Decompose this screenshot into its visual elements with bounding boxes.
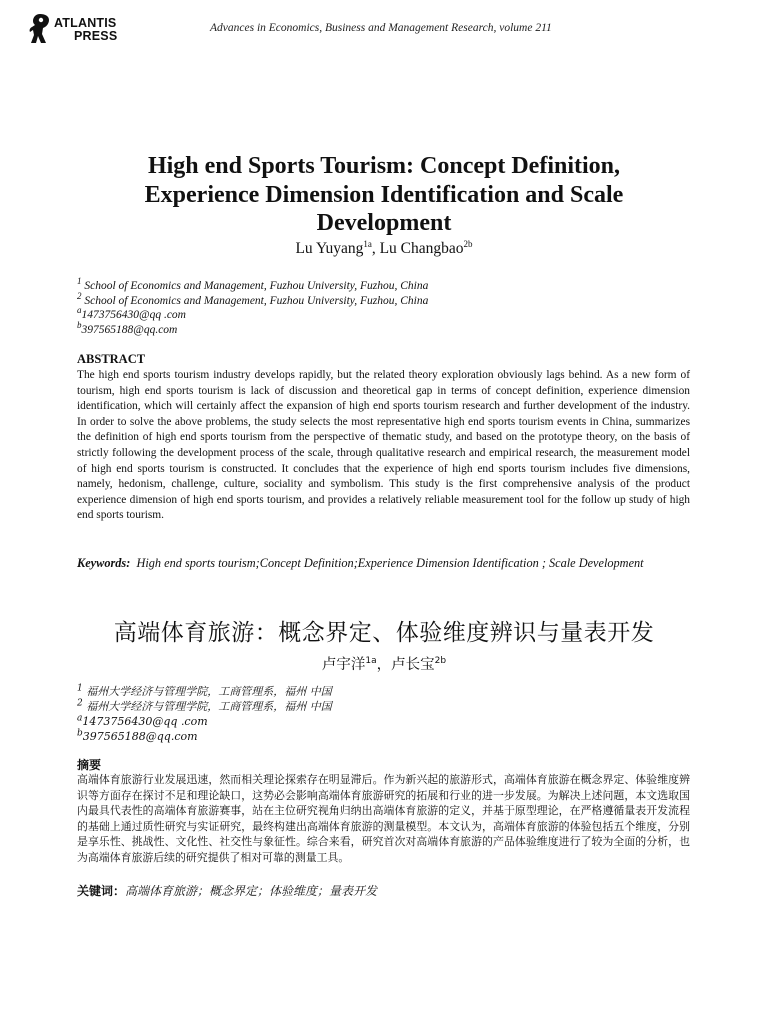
affiliation-text: School of Economics and Management, Fuzhou University, Fuzhou, China: [84, 294, 429, 307]
email-mark: b: [77, 728, 83, 739]
author-name: 卢长宝: [391, 657, 435, 673]
affiliation-line: [77, 684, 332, 699]
email-mark: a: [77, 713, 83, 724]
affiliation-line: [77, 290, 429, 309]
email-text: 1473756430@qq .com: [81, 309, 186, 321]
author-line: [0, 240, 768, 258]
chinese-abstract-body: 高端体育旅游行业发展迅速，然而相关理论探索存在明显滞后。作为新兴起的旅游形式，高端体育旅游在概念界定、体验维度辨识等方面存在探讨不足和理论缺口，这势必会影响高端体育旅游研究的拓展和行业的进一步发展。为解决上述问题，本文选取国内最具代表性的高端体育旅游赛事，站在主位研究视角归纳出高端体育旅游的定义，并基于原型理论，在严格遵循量表开发流程的基础上通过质性研究与实证研究，最终构建出高端体育旅游的测量模型。本文认为，高端体育旅游的体验包括五个维度，分别是享乐性、挑战性、文化性、社交性与象征性。综合来看，研究首次对高端体育旅游的产品体验维度进行了较为全面的分析，也为高端体育旅游后续的研究提供了相对可靠的测量工具。: [77, 773, 690, 864]
atlantis-logo-icon: [27, 13, 53, 45]
author-separator: ,: [371, 240, 380, 257]
affiliation-mark: 2: [77, 698, 83, 709]
affiliation-text: School of Economics and Management, Fuzhou University, Fuzhou, China: [84, 280, 429, 292]
email-mark: b: [77, 319, 82, 330]
paper-title: High end Sports Tourism: Concept Definition, Experience Dimension Identification and Scale Development: [144, 153, 624, 236]
email-text: 1473756430@qq .com: [82, 715, 208, 728]
abstract-heading: ABSTRACT: [77, 352, 146, 366]
affiliation-text: 福州大学经济与管理学院，工商管理系，福州 中国: [86, 685, 332, 698]
author-name: Lu Yuyang: [295, 240, 364, 257]
affiliations: [77, 276, 429, 337]
affiliation-text: 福州大学经济与管理学院，工商管理系，福州 中国: [86, 700, 332, 713]
affiliation-mark: 1: [77, 683, 83, 694]
publisher-subname: PRESS: [74, 29, 118, 43]
email-line: [77, 319, 428, 338]
author-name: 卢宇洋: [321, 657, 366, 673]
author-separator: ，: [376, 657, 392, 673]
publisher-logo: [27, 13, 127, 47]
chinese-author-line: [0, 653, 768, 674]
chinese-title: 高端体育旅游：概念界定、体验维度辨识与量表开发: [113, 620, 655, 646]
email-text: 397565188@qq.com: [81, 323, 178, 336]
abstract-body: The high end sports tourism industry develops rapidly, but the related theory exploration obviously lags behind. As a new form of tourism, high end sports tourism is lack of discussion and theoretical gap in terms of concept definition, experience dimension identification, which will certainly affect the expansion of high end sports tourism research and further development of the industry. In order to solve the above problems, the study selects the most representative high end sports tourism events in China, summarizes the definition of high end sports tourism from the perspective of thematic study, and based on the prototype theory, on the basis of strictly following the development process of the scale, through qualitative research and empirical research, the measurement model of high end sports tourism is constructed. It concludes that the experience of high end sports tourism includes five dimensions, namely, hedonism, challenge, culture, sociality and symbolism. This study is the first comprehensive analysis of the product experience dimension of high end sports tourism, and provides a relatively reliable measurement tool for the follow up study of high end sports tourism.: [77, 369, 690, 522]
author-superscript: 1a: [363, 238, 372, 249]
affiliation-mark: 2: [77, 290, 82, 301]
email-line: [77, 714, 332, 729]
author-superscript: 2b: [463, 238, 473, 249]
keywords-text: High end sports tourism;Concept Definition;Experience Dimension Identification ; Scale Development: [136, 556, 644, 570]
keywords-text: 高端体育旅游；概念界定；体验维度；量表开发: [125, 884, 378, 898]
author-name: Lu Changbao: [379, 240, 464, 257]
chinese-affiliations: [77, 684, 332, 744]
keywords-label: Keywords:: [77, 556, 131, 570]
email-line: [77, 305, 428, 323]
author-superscript: 2b: [434, 656, 447, 667]
journal-header: Advances in Economics, Business and Management Research, volume 211: [210, 22, 552, 34]
chinese-abstract-heading: 摘要: [77, 758, 102, 772]
affiliation-line: [77, 699, 332, 714]
publisher-name: ATLANTIS: [54, 16, 117, 30]
affiliation-mark: 1: [77, 276, 82, 287]
chinese-keywords: [77, 882, 690, 899]
author-superscript: 1a: [365, 656, 377, 667]
affiliation-line: [77, 276, 429, 294]
email-line: [77, 729, 332, 744]
email-text: 397565188@qq.com: [82, 730, 198, 743]
keywords: [77, 555, 690, 572]
keywords-label: 关键词：: [77, 884, 126, 898]
email-mark: a: [77, 305, 82, 316]
